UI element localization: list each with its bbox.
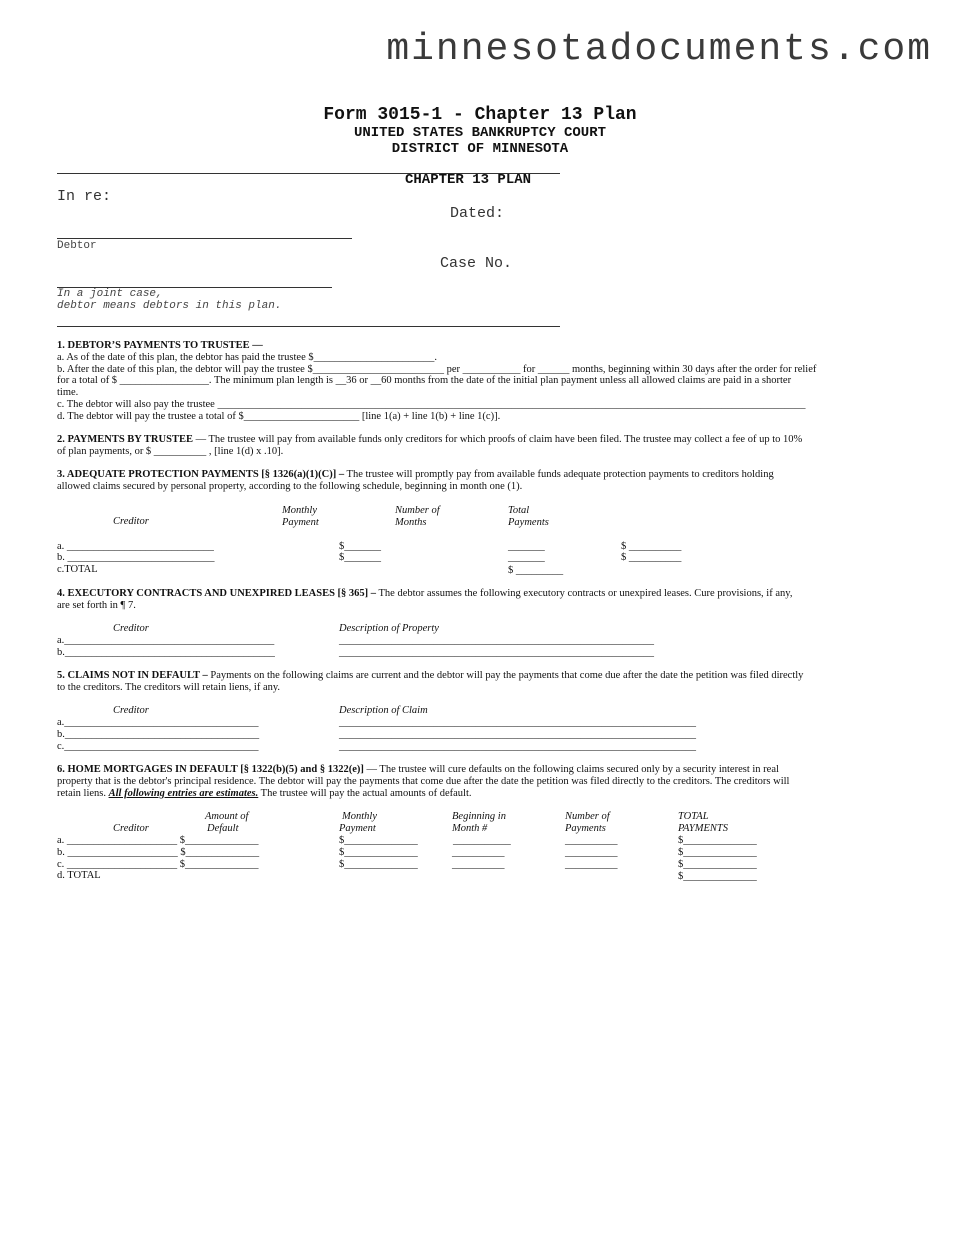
- s6-row-c-number[interactable]: __________: [565, 859, 618, 870]
- section-6-estimates-note: All following entries are estimates.: [108, 787, 259, 799]
- s5-row-a-description[interactable]: ____________________________________________________________________: [339, 717, 696, 728]
- joint-case-note-2: debtor means debtors in this plan.: [57, 300, 282, 312]
- s6-col-number-payments: Number of Payments: [565, 811, 610, 834]
- section-4-text: The debtor assumes the following executory contracts or unexpired leases. Cure provisions, if any,: [376, 588, 793, 599]
- section-4-text-cont: are set forth in ¶ 7.: [57, 599, 136, 611]
- debtor-name-line[interactable]: [57, 238, 352, 239]
- joint-case-note: In a joint case,: [57, 288, 163, 300]
- s6-row-c-creditor[interactable]: c. _____________________ $______________: [57, 859, 259, 870]
- s6-row-total-label: d. TOTAL: [57, 870, 101, 881]
- s4-row-a-creditor[interactable]: a.________________________________________: [57, 635, 275, 646]
- section-1-line-b: b. After the date of this plan, the debtor will pay the trustee $_________________________ per ___________ for ______ months, beginning within 30 days after the order for relief: [57, 363, 817, 375]
- s3-row-total-label: c.TOTAL: [57, 564, 98, 575]
- section-1-line-d: d. The debtor will pay the trustee a total of $______________________ [line 1(a) + line 1(b) + line 1(c)].: [57, 410, 501, 422]
- s3-col-total-payments: Total Payments: [508, 505, 549, 528]
- s6-row-total-value[interactable]: $______________: [678, 871, 757, 882]
- dated-label: Dated:: [450, 205, 505, 222]
- s5-row-b-description[interactable]: ____________________________________________________________________: [339, 729, 696, 740]
- s6-col-monthly-payment: Monthly Payment: [339, 811, 377, 834]
- s6-row-a-number[interactable]: __________: [565, 835, 618, 846]
- caption-bottom-rule: [57, 326, 560, 327]
- s3-row-b-creditor[interactable]: b. ____________________________: [57, 552, 215, 563]
- section-3-heading: 3. ADEQUATE PROTECTION PAYMENTS [§ 1326(a)(1)(C)] –: [57, 469, 345, 480]
- section-6-text-cont: property that is the debtor's principal residence. The debtor will pay the payments that come due after the date the petition was filed directly to the creditors. The creditors will: [57, 775, 790, 787]
- section-4: [57, 588, 902, 612]
- s6-row-c-total[interactable]: $______________: [678, 859, 757, 870]
- s6-row-b-number[interactable]: __________: [565, 847, 618, 858]
- section-3-text: The trustee will promptly pay from available funds adequate protection payments to creditors holding: [344, 469, 774, 480]
- section-2-heading: 2. PAYMENTS BY TRUSTEE: [57, 434, 193, 445]
- section-6-text: — The trustee will cure defaults on the following claims secured only by a security interest in real: [363, 764, 779, 775]
- section-5-text: Payments on the following claims are current and the debtor will pay the payments that come due after the date the petition was filed directly: [207, 670, 804, 681]
- s6-row-c-beginning[interactable]: __________: [452, 859, 505, 870]
- section-2: [57, 434, 902, 458]
- debtor-label: Debtor: [57, 240, 97, 252]
- section-2-text-cont: of plan payments, or $ __________ , [line 1(d) x .10].: [57, 445, 284, 457]
- section-1-line-c: c. The debtor will also pay the trustee ________________________________________________________________________________________________________________: [57, 398, 806, 410]
- s6-row-b-creditor[interactable]: b. _____________________ $______________: [57, 847, 260, 858]
- section-4-heading: 4. EXECUTORY CONTRACTS AND UNEXPIRED LEASES [§ 365] –: [57, 588, 377, 599]
- case-number-label: Case No.: [440, 255, 513, 272]
- section-6: [57, 764, 902, 799]
- s3-col-monthly-payment: Monthly Payment: [282, 505, 319, 528]
- s6-col-beginning-month: Beginning in Month #: [452, 811, 506, 834]
- s3-row-b-total[interactable]: $ __________: [621, 552, 682, 563]
- s5-col-description: Description of Claim: [339, 705, 428, 716]
- section-1-line-b-cont: for a total of $ _________________. The minimum plan length is __36 or __60 months from the date of the initial plan payment unless all allowed claims are paid in a shorter: [57, 375, 792, 387]
- in-re-label: In re:: [57, 188, 112, 205]
- s6-row-a-creditor[interactable]: a. _____________________ $______________: [57, 835, 259, 846]
- s5-row-b-creditor[interactable]: b._____________________________________: [57, 729, 260, 740]
- s3-col-creditor: Creditor: [113, 516, 149, 527]
- s3-row-a-months[interactable]: _______: [508, 541, 545, 552]
- s6-col-amount-default: Amount of Default: [205, 811, 249, 834]
- s3-row-b-monthly[interactable]: $_______: [339, 552, 381, 563]
- s3-row-total-value[interactable]: $ _________: [508, 565, 564, 576]
- section-6-heading: 6. HOME MORTGAGES IN DEFAULT [§ 1322(b)(5) and § 1322(e)]: [57, 764, 364, 775]
- section-6-text-end: retain liens.: [57, 787, 109, 799]
- s5-row-a-creditor[interactable]: a._____________________________________: [57, 717, 259, 728]
- s3-row-b-months[interactable]: _______: [508, 552, 545, 563]
- district-name: DISTRICT OF MINNESOTA: [391, 141, 569, 157]
- s4-col-creditor: Creditor: [113, 623, 149, 634]
- section-5-heading: 5. CLAIMS NOT IN DEFAULT –: [57, 670, 208, 681]
- section-5: [57, 670, 902, 694]
- section-1-line-a: a. As of the date of this plan, the debtor has paid the trustee $_______________________.: [57, 351, 437, 363]
- s6-row-b-monthly[interactable]: $______________: [339, 847, 418, 858]
- s6-row-a-beginning[interactable]: ___________: [453, 835, 511, 846]
- s6-col-creditor: Creditor: [113, 823, 149, 834]
- plan-heading: CHAPTER 13 PLAN: [405, 172, 532, 188]
- section-6-text-final: The trustee will pay the actual amounts of default.: [258, 787, 472, 799]
- section-1-heading: 1. DEBTOR’S PAYMENTS TO TRUSTEE —: [57, 340, 263, 351]
- s4-col-description: Description of Property: [339, 623, 439, 634]
- s3-row-a-monthly[interactable]: $_______: [339, 541, 381, 552]
- s3-row-a-creditor[interactable]: a. ____________________________: [57, 541, 214, 552]
- s6-row-a-monthly[interactable]: $______________: [339, 835, 418, 846]
- s4-row-a-description[interactable]: ____________________________________________________________: [339, 635, 654, 646]
- section-1-line-b-end: time.: [57, 387, 79, 399]
- section-3-text-cont: allowed claims secured by personal property, according to the following schedule, beginning in month one (1).: [57, 480, 523, 492]
- s3-col-number-of-months: Number of Months: [395, 505, 440, 528]
- section-1: [57, 340, 902, 423]
- section-5-text-cont: to the creditors. The creditors will retain liens, if any.: [57, 681, 281, 693]
- s6-row-b-beginning[interactable]: __________: [452, 847, 505, 858]
- section-2-text: — The trustee will pay from available funds only creditors for which proofs of claim have been filed. The trustee may collect a fee of up to 10%: [192, 434, 803, 445]
- watermark: minnesotadocuments.com: [386, 28, 932, 71]
- s6-row-a-total[interactable]: $______________: [678, 835, 757, 846]
- s6-row-c-monthly[interactable]: $______________: [339, 859, 418, 870]
- s5-row-c-creditor[interactable]: c._____________________________________: [57, 741, 259, 752]
- court-name: UNITED STATES BANKRUPTCY COURT: [353, 125, 607, 141]
- s4-row-b-creditor[interactable]: b.________________________________________: [57, 647, 275, 658]
- s5-col-creditor: Creditor: [113, 705, 149, 716]
- section-3: [57, 469, 902, 493]
- s6-row-b-total[interactable]: $______________: [678, 847, 757, 858]
- s3-row-a-total[interactable]: $ __________: [621, 541, 682, 552]
- s6-col-total-payments: TOTAL PAYMENTS: [678, 811, 728, 834]
- form-title: Form 3015-1 - Chapter 13 Plan: [323, 105, 637, 125]
- s4-row-b-description[interactable]: ____________________________________________________________: [339, 647, 654, 658]
- s5-row-c-description[interactable]: ____________________________________________________________________: [339, 741, 696, 752]
